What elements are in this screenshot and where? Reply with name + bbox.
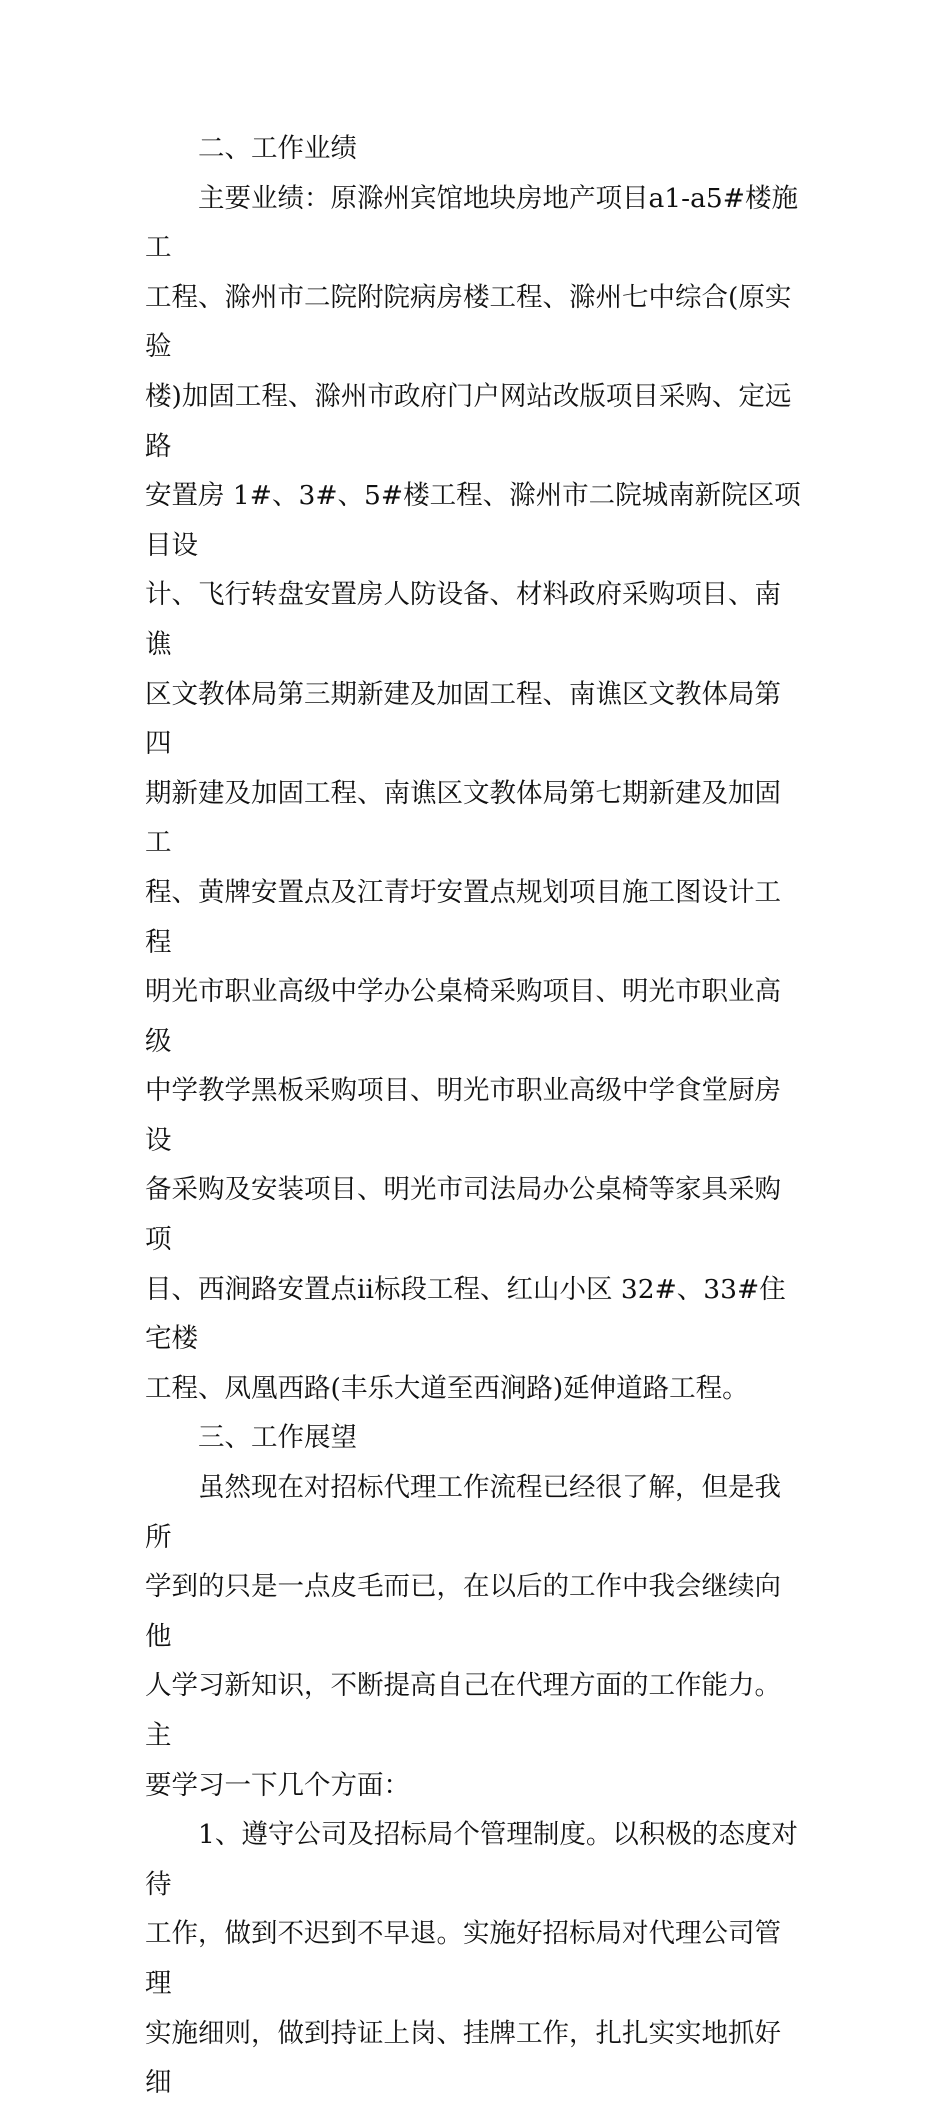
text-line: 楼)加固工程、滁州市政府门户网站改版项目采购、定远路 <box>145 380 792 462</box>
text-line: 虽然现在对招标代理工作流程已经很了解，但是我所 <box>145 1472 781 1553</box>
section-heading-achievements: 二、工作业绩 <box>198 133 357 164</box>
text-line: 工程、滁州市二院附院病房楼工程、滁州七中综合(原实验 <box>145 281 792 363</box>
text-line: 要学习一下几个方面： <box>145 1769 410 1801</box>
text-line: 中学教学黑板采购项目、明光市职业高级中学食堂厨房设 <box>145 1075 781 1156</box>
text-line: 程、黄牌安置点及江青圩安置点规划项目施工图设计工程 <box>145 876 781 958</box>
section-heading-outlook: 三、工作展望 <box>198 1422 357 1454</box>
text-line: 明光市职业高级中学办公桌椅采购项目、明光市职业高级 <box>145 976 781 1057</box>
text-line: 学到的只是一点皮毛而已，在以后的工作中我会继续向他 <box>145 1571 781 1652</box>
text-line: 区文教体局第三期新建及加固工程、南谯区文教体局第四 <box>145 678 781 760</box>
text-line: 1、遵守公司及招标局个管理制度。以积极的态度对待 <box>145 1819 798 1900</box>
text-line: 工程、凤凰西路(丰乐大道至西涧路)延伸道路工程。 <box>145 1372 749 1404</box>
text-line: 安置房 1#、3#、5#楼工程、滁州市二院城南新院区项目设 <box>145 480 801 561</box>
text-line: 期新建及加固工程、南谯区文教体局第七期新建及加固工 <box>145 777 781 859</box>
text-line: 计、飞行转盘安置房人防设备、材料政府采购项目、南谯 <box>145 579 781 660</box>
document-body <box>145 124 807 2108</box>
text-line: 实施细则，做到持证上岗、挂牌工作，扎扎实实地抓好细 <box>145 2017 781 2099</box>
text-line: 目、西涧路安置点ii标段工程、红山小区 32#、33#住宅楼 <box>145 1273 786 1355</box>
text-line: 人学习新知识，不断提高自己在代理方面的工作能力。主 <box>145 1670 781 1751</box>
text-line: 主要业绩：原滁州宾馆地块房地产项目a1-a5#楼施工 <box>145 182 798 264</box>
text-line: 工作，做到不迟到不早退。实施好招标局对代理公司管理 <box>145 1918 781 1999</box>
text-line: 备采购及安装项目、明光市司法局办公桌椅等家具采购项 <box>145 1174 781 1256</box>
